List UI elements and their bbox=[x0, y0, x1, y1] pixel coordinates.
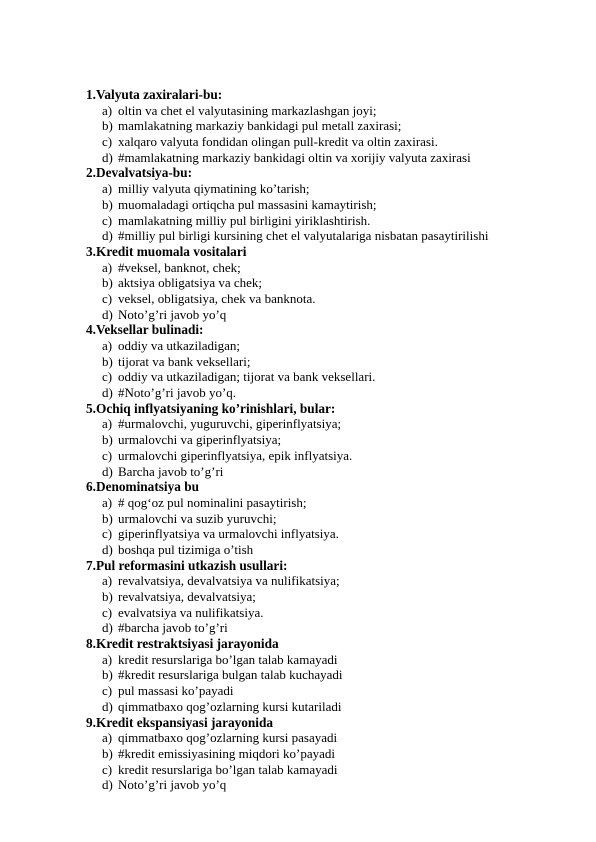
option-letter: b) bbox=[102, 118, 113, 134]
question-5 bbox=[86, 401, 566, 479]
option-letter: c) bbox=[102, 212, 113, 228]
question-list bbox=[86, 87, 566, 793]
answer-option bbox=[86, 526, 566, 542]
question-title: 2.Devalvatsiya-bu: bbox=[86, 165, 193, 181]
option-letter: b) bbox=[102, 589, 113, 604]
option-text: xalqaro valyuta fondidan olingan pull-kredit va oltin zaxirasi. bbox=[118, 134, 438, 150]
option-text: #kredit resurslariga bulgan talab kuchayadi bbox=[118, 667, 343, 683]
option-letter: b) bbox=[102, 667, 113, 683]
option-text: qimmatbaxo qog’ozlarning kursi kutariladi bbox=[118, 698, 342, 714]
answer-option bbox=[86, 464, 566, 480]
option-letter: d) bbox=[102, 620, 113, 636]
option-text: giperinflyatsiya va urmalovchi inflyatsiya. bbox=[118, 526, 339, 542]
option-text: oddiy va utkaziladigan; tijorat va bank veksellari. bbox=[118, 369, 376, 385]
answer-option bbox=[86, 228, 566, 244]
option-text: #milliy pul birligi kursining chet el valyutalariga nisbatan pasaytirilishi bbox=[118, 228, 489, 244]
option-letter: b) bbox=[102, 353, 113, 369]
option-letter: d) bbox=[102, 228, 113, 244]
answer-option bbox=[86, 511, 566, 527]
answer-option bbox=[86, 762, 566, 778]
answer-option bbox=[86, 777, 566, 793]
option-letter: c) bbox=[102, 369, 113, 385]
option-text: boshqa pul tizimiga o’tish bbox=[118, 541, 254, 557]
option-text: aktsiya obligatsiya va chek; bbox=[118, 275, 263, 291]
option-text: veksel, obligatsiya, chek va banknota. bbox=[118, 290, 316, 306]
answer-option bbox=[86, 495, 566, 511]
answer-option bbox=[86, 197, 566, 213]
option-letter: c) bbox=[102, 134, 113, 150]
answer-option bbox=[86, 432, 566, 448]
option-text: kredit resurslariga bo’lgan talab kamayadi bbox=[118, 651, 338, 667]
question-6 bbox=[86, 479, 566, 557]
answer-option bbox=[86, 542, 566, 558]
question-title: 7.Pul reformasini utkazish usullari: bbox=[86, 557, 288, 573]
option-letter: b) bbox=[102, 196, 113, 212]
option-text: evalvatsiya va nulifikatsiya. bbox=[118, 604, 264, 620]
option-letter: d) bbox=[102, 385, 113, 401]
question-title: 1.Valyuta zaxiralari-bu: bbox=[86, 87, 223, 102]
option-text: Barcha javob to’g’ri bbox=[118, 463, 224, 479]
option-letter: a) bbox=[102, 651, 113, 667]
option-text: #Noto’g’ri javob yo’q. bbox=[118, 385, 237, 401]
answer-option bbox=[86, 385, 566, 401]
option-letter: c) bbox=[102, 526, 113, 542]
option-text: tijorat va bank veksellari; bbox=[118, 353, 251, 369]
answer-option bbox=[86, 589, 566, 605]
option-text: #urmalovchi, yuguruvchi, giperinflyatsiya; bbox=[118, 416, 342, 432]
answer-option bbox=[86, 103, 566, 119]
answer-option bbox=[86, 338, 566, 354]
question-title: 9.Kredit ekspansiyasi jarayonida bbox=[86, 714, 274, 730]
option-letter: d) bbox=[102, 306, 113, 322]
option-text: pul massasi ko’payadi bbox=[118, 683, 234, 699]
answer-option bbox=[86, 307, 566, 323]
option-text: #kredit emissiyasining miqdori ko’payadi bbox=[118, 745, 335, 761]
answer-option bbox=[86, 605, 566, 621]
answer-option bbox=[86, 134, 566, 150]
answer-option bbox=[86, 291, 566, 307]
option-text: revalvatsiya, devalvatsiya va nulifikatsiya; bbox=[118, 573, 340, 589]
question-8 bbox=[86, 636, 566, 714]
answer-option bbox=[86, 369, 566, 385]
answer-option bbox=[86, 150, 566, 166]
option-letter: a) bbox=[102, 259, 113, 275]
question-1 bbox=[86, 87, 566, 165]
option-letter: d) bbox=[102, 777, 113, 793]
answer-option bbox=[86, 118, 566, 134]
answer-option bbox=[86, 275, 566, 291]
question-3 bbox=[86, 244, 566, 322]
option-text: #veksel, banknot, chek; bbox=[118, 259, 241, 275]
option-letter: c) bbox=[102, 604, 113, 620]
answer-option bbox=[86, 683, 566, 699]
question-7 bbox=[86, 558, 566, 636]
option-letter: b) bbox=[102, 432, 113, 448]
answer-option bbox=[86, 746, 566, 762]
option-letter: c) bbox=[102, 683, 113, 699]
option-letter: c) bbox=[102, 290, 113, 306]
option-letter: a) bbox=[102, 494, 113, 510]
option-letter: d) bbox=[102, 149, 113, 165]
question-2 bbox=[86, 165, 566, 243]
option-text: mamlakatning markaziy bankidagi pul metall zaxirasi; bbox=[118, 118, 402, 134]
option-text: oddiy va utkaziladigan; bbox=[118, 338, 241, 353]
option-text: urmalovchi va giperinflyatsiya; bbox=[118, 432, 282, 448]
answer-option bbox=[86, 573, 566, 589]
question-title: 4.Veksellar bulinadi: bbox=[86, 322, 204, 338]
option-letter: c) bbox=[102, 447, 113, 463]
answer-option bbox=[86, 416, 566, 432]
option-text: mamlakatning milliy pul birligini yiriklashtirish. bbox=[118, 212, 371, 228]
option-text: Noto’g’ri javob yo’q bbox=[118, 306, 227, 322]
option-letter: a) bbox=[102, 181, 113, 197]
option-letter: b) bbox=[102, 510, 113, 526]
option-text: kredit resurslariga bo’lgan talab kamayadi bbox=[118, 761, 338, 777]
option-text: milliy valyuta qiymatining ko’tarish; bbox=[118, 181, 310, 197]
option-text: urmalovchi va suzib yuruvchi; bbox=[118, 510, 277, 526]
answer-option bbox=[86, 213, 566, 229]
option-letter: d) bbox=[102, 463, 113, 479]
option-text: revalvatsiya, devalvatsiya; bbox=[118, 589, 256, 604]
answer-option bbox=[86, 181, 566, 197]
option-text: urmalovchi giperinflyatsiya, epik inflyatsiya. bbox=[118, 447, 353, 463]
answer-option bbox=[86, 620, 566, 636]
option-text: oltin va chet el valyutasining markazlashgan joyi; bbox=[118, 102, 377, 118]
answer-option bbox=[86, 260, 566, 276]
option-letter: a) bbox=[102, 102, 113, 118]
option-letter: d) bbox=[102, 698, 113, 714]
option-text: muomaladagi ortiqcha pul massasini kamaytirish; bbox=[118, 196, 377, 212]
answer-option bbox=[86, 652, 566, 668]
question-title: 6.Denominatsiya bu bbox=[86, 479, 200, 495]
answer-option bbox=[86, 730, 566, 746]
answer-option bbox=[86, 448, 566, 464]
option-text: #barcha javob to’g’ri bbox=[118, 620, 228, 636]
answer-option bbox=[86, 667, 566, 683]
option-text: # qog‘oz pul nominalini pasaytirish; bbox=[118, 494, 307, 510]
question-title: 3.Kredit muomala vositalari bbox=[86, 243, 247, 259]
option-letter: a) bbox=[102, 338, 113, 353]
option-letter: a) bbox=[102, 573, 113, 589]
option-letter: a) bbox=[102, 416, 113, 432]
question-title: 5.Ochiq inflyatsiyaning ko’rinishlari, bular: bbox=[86, 400, 336, 416]
option-text: #mamlakatning markaziy bankidagi oltin va xorijiy valyuta zaxirasi bbox=[118, 149, 471, 165]
option-letter: a) bbox=[102, 730, 113, 746]
answer-option bbox=[86, 699, 566, 715]
option-text: Noto’g’ri javob yo’q bbox=[118, 777, 227, 793]
answer-option bbox=[86, 354, 566, 370]
option-letter: c) bbox=[102, 761, 113, 777]
question-4 bbox=[86, 322, 566, 400]
option-letter: d) bbox=[102, 541, 113, 557]
option-text: qimmatbaxo qog’ozlarning kursi pasayadi bbox=[118, 730, 338, 746]
question-title: 8.Kredit restraktsiyasi jarayonida bbox=[86, 636, 279, 652]
option-letter: b) bbox=[102, 745, 113, 761]
option-letter: b) bbox=[102, 275, 113, 291]
question-9 bbox=[86, 715, 566, 793]
